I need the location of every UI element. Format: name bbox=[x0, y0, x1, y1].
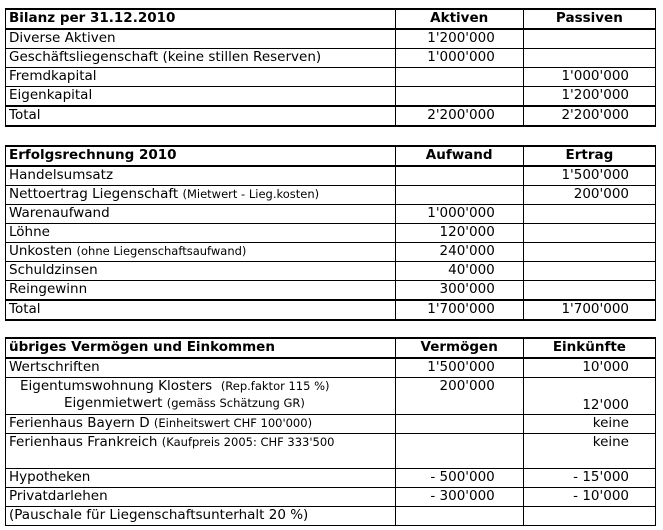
row-ertrag bbox=[523, 262, 655, 281]
table-row bbox=[6, 488, 656, 507]
table-row bbox=[6, 224, 656, 243]
row-aufwand: 1'000'000 bbox=[395, 205, 523, 224]
row-vermoegen bbox=[395, 434, 523, 469]
erfolg-col-ertrag: Ertrag bbox=[523, 146, 655, 166]
row-aufwand bbox=[395, 166, 523, 186]
row-note: (Kaufpreis 2005: CHF 333'500 bbox=[161, 435, 335, 449]
row-vermoegen: - 500'000 bbox=[395, 469, 523, 488]
erfolg-title: Erfolgsrechnung 2010 bbox=[6, 146, 396, 166]
table-row bbox=[6, 205, 656, 224]
bilanz-title: Bilanz per 31.12.2010 bbox=[6, 9, 396, 29]
vermoegen-table bbox=[5, 337, 656, 526]
table-row bbox=[6, 415, 656, 434]
row-einkuenfte: - 15'000 bbox=[523, 469, 655, 488]
row-einkuenfte: - 10'000 bbox=[523, 488, 655, 507]
row-label: Wertschriften bbox=[6, 358, 396, 378]
row-label: Eigenkapital bbox=[6, 87, 396, 107]
table-row bbox=[6, 281, 656, 301]
pauschale-note: (Pauschale für Liegenschaftsunterhalt 20 %) bbox=[6, 507, 396, 526]
row-passiven: 1'200'000 bbox=[523, 87, 655, 107]
row-passiven bbox=[523, 29, 655, 49]
row-label: Ferienhaus Frankreich (Kaufpreis 2005: CHF 333'500 bbox=[6, 434, 396, 469]
total-passiven: 2'200'000 bbox=[523, 106, 655, 126]
bilanz-col-aktiven: Aktiven bbox=[395, 9, 523, 29]
table-row bbox=[6, 186, 656, 205]
row-label: Löhne bbox=[6, 224, 396, 243]
total-aufwand: 1'700'000 bbox=[395, 300, 523, 320]
vermoegen-title: übriges Vermögen und Einkommen bbox=[6, 338, 396, 358]
row-aufwand: 300'000 bbox=[395, 281, 523, 301]
bilanz-total-row bbox=[6, 106, 656, 126]
row-vermoegen: 200'000 bbox=[395, 378, 523, 415]
table-row bbox=[6, 358, 656, 378]
table-row bbox=[6, 29, 656, 49]
row-label: Schuldzinsen bbox=[6, 262, 396, 281]
row-aufwand: 240'000 bbox=[395, 243, 523, 262]
row-ertrag bbox=[523, 281, 655, 301]
total-aktiven: 2'200'000 bbox=[395, 106, 523, 126]
row-label: Hypotheken bbox=[6, 469, 396, 488]
table-row bbox=[6, 469, 656, 488]
table-row bbox=[6, 262, 656, 281]
row-aktiven bbox=[395, 68, 523, 87]
table-row bbox=[6, 68, 656, 87]
row-label: Unkosten (ohne Liegenschaftsaufwand) bbox=[6, 243, 396, 262]
bilanz-col-passiven: Passiven bbox=[523, 9, 655, 29]
erfolg-header bbox=[6, 146, 656, 166]
total-ertrag: 1'700'000 bbox=[523, 300, 655, 320]
row-einkuenfte: keine bbox=[523, 434, 655, 469]
row-aufwand bbox=[395, 186, 523, 205]
table-row bbox=[6, 49, 656, 68]
total-label: Total bbox=[6, 300, 396, 320]
row-note: (Einheitswert CHF 100'000) bbox=[153, 416, 313, 430]
row-einkuenfte bbox=[523, 507, 655, 526]
table-row bbox=[6, 378, 656, 415]
table-row bbox=[6, 434, 656, 469]
row-vermoegen bbox=[395, 415, 523, 434]
row-label: Warenaufwand bbox=[6, 205, 396, 224]
row-label: Diverse Aktiven bbox=[6, 29, 396, 49]
table-row bbox=[6, 243, 656, 262]
row-einkuenfte: keine bbox=[523, 415, 655, 434]
table-row bbox=[6, 87, 656, 107]
row-label: Handelsumsatz bbox=[6, 166, 396, 186]
row-aufwand: 120'000 bbox=[395, 224, 523, 243]
row-ertrag bbox=[523, 224, 655, 243]
row-ertrag bbox=[523, 243, 655, 262]
row-note: (gemäss Schätzung GR) bbox=[166, 396, 305, 410]
row-label: Privatdarlehen bbox=[6, 488, 396, 507]
total-label: Total bbox=[6, 106, 396, 126]
row-note: (ohne Liegenschaftsaufwand) bbox=[76, 244, 247, 258]
row-aufwand: 40'000 bbox=[395, 262, 523, 281]
row-label: Nettoertrag Liegenschaft (Mietwert - Lieg.kosten) bbox=[6, 186, 396, 205]
row-ertrag bbox=[523, 205, 655, 224]
vermoegen-col-vermoegen: Vermögen bbox=[395, 338, 523, 358]
row-passiven: 1'000'000 bbox=[523, 68, 655, 87]
erfolgsrechnung-table bbox=[5, 145, 656, 321]
row-label: Ferienhaus Bayern D (Einheitswert CHF 100'000) bbox=[6, 415, 396, 434]
vermoegen-header bbox=[6, 338, 656, 358]
bilanz-header bbox=[6, 9, 656, 29]
row-vermoegen: - 300'000 bbox=[395, 488, 523, 507]
row-einkuenfte: 10'000 bbox=[523, 358, 655, 378]
table-row bbox=[6, 507, 656, 526]
row-label: Reingewinn bbox=[6, 281, 396, 301]
row-aktiven: 1'000'000 bbox=[395, 49, 523, 68]
row-ertrag: 1'500'000 bbox=[523, 166, 655, 186]
table-row bbox=[6, 166, 656, 186]
row-label: Geschäftsliegenschaft (keine stillen Reserven) bbox=[6, 49, 396, 68]
vermoegen-col-einkuenfte: Einkünfte bbox=[523, 338, 655, 358]
erfolg-total-row bbox=[6, 300, 656, 320]
row-vermoegen: 1'500'000 bbox=[395, 358, 523, 378]
row-passiven bbox=[523, 49, 655, 68]
row-label: Fremdkapital bbox=[6, 68, 396, 87]
row-einkuenfte: 12'000 bbox=[523, 378, 655, 415]
erfolg-col-aufwand: Aufwand bbox=[395, 146, 523, 166]
row-aktiven bbox=[395, 87, 523, 107]
bilanz-table bbox=[5, 8, 656, 127]
row-vermoegen bbox=[395, 507, 523, 526]
row-note: (Rep.faktor 115 %) bbox=[220, 379, 330, 393]
row-label: Eigentumswohnung Klosters (Rep.faktor 115 %) Eigenmietwert (gemäss Schätzung GR) bbox=[6, 378, 396, 415]
row-ertrag: 200'000 bbox=[523, 186, 655, 205]
row-note: (Mietwert - Lieg.kosten) bbox=[182, 187, 320, 201]
row-aktiven: 1'200'000 bbox=[395, 29, 523, 49]
